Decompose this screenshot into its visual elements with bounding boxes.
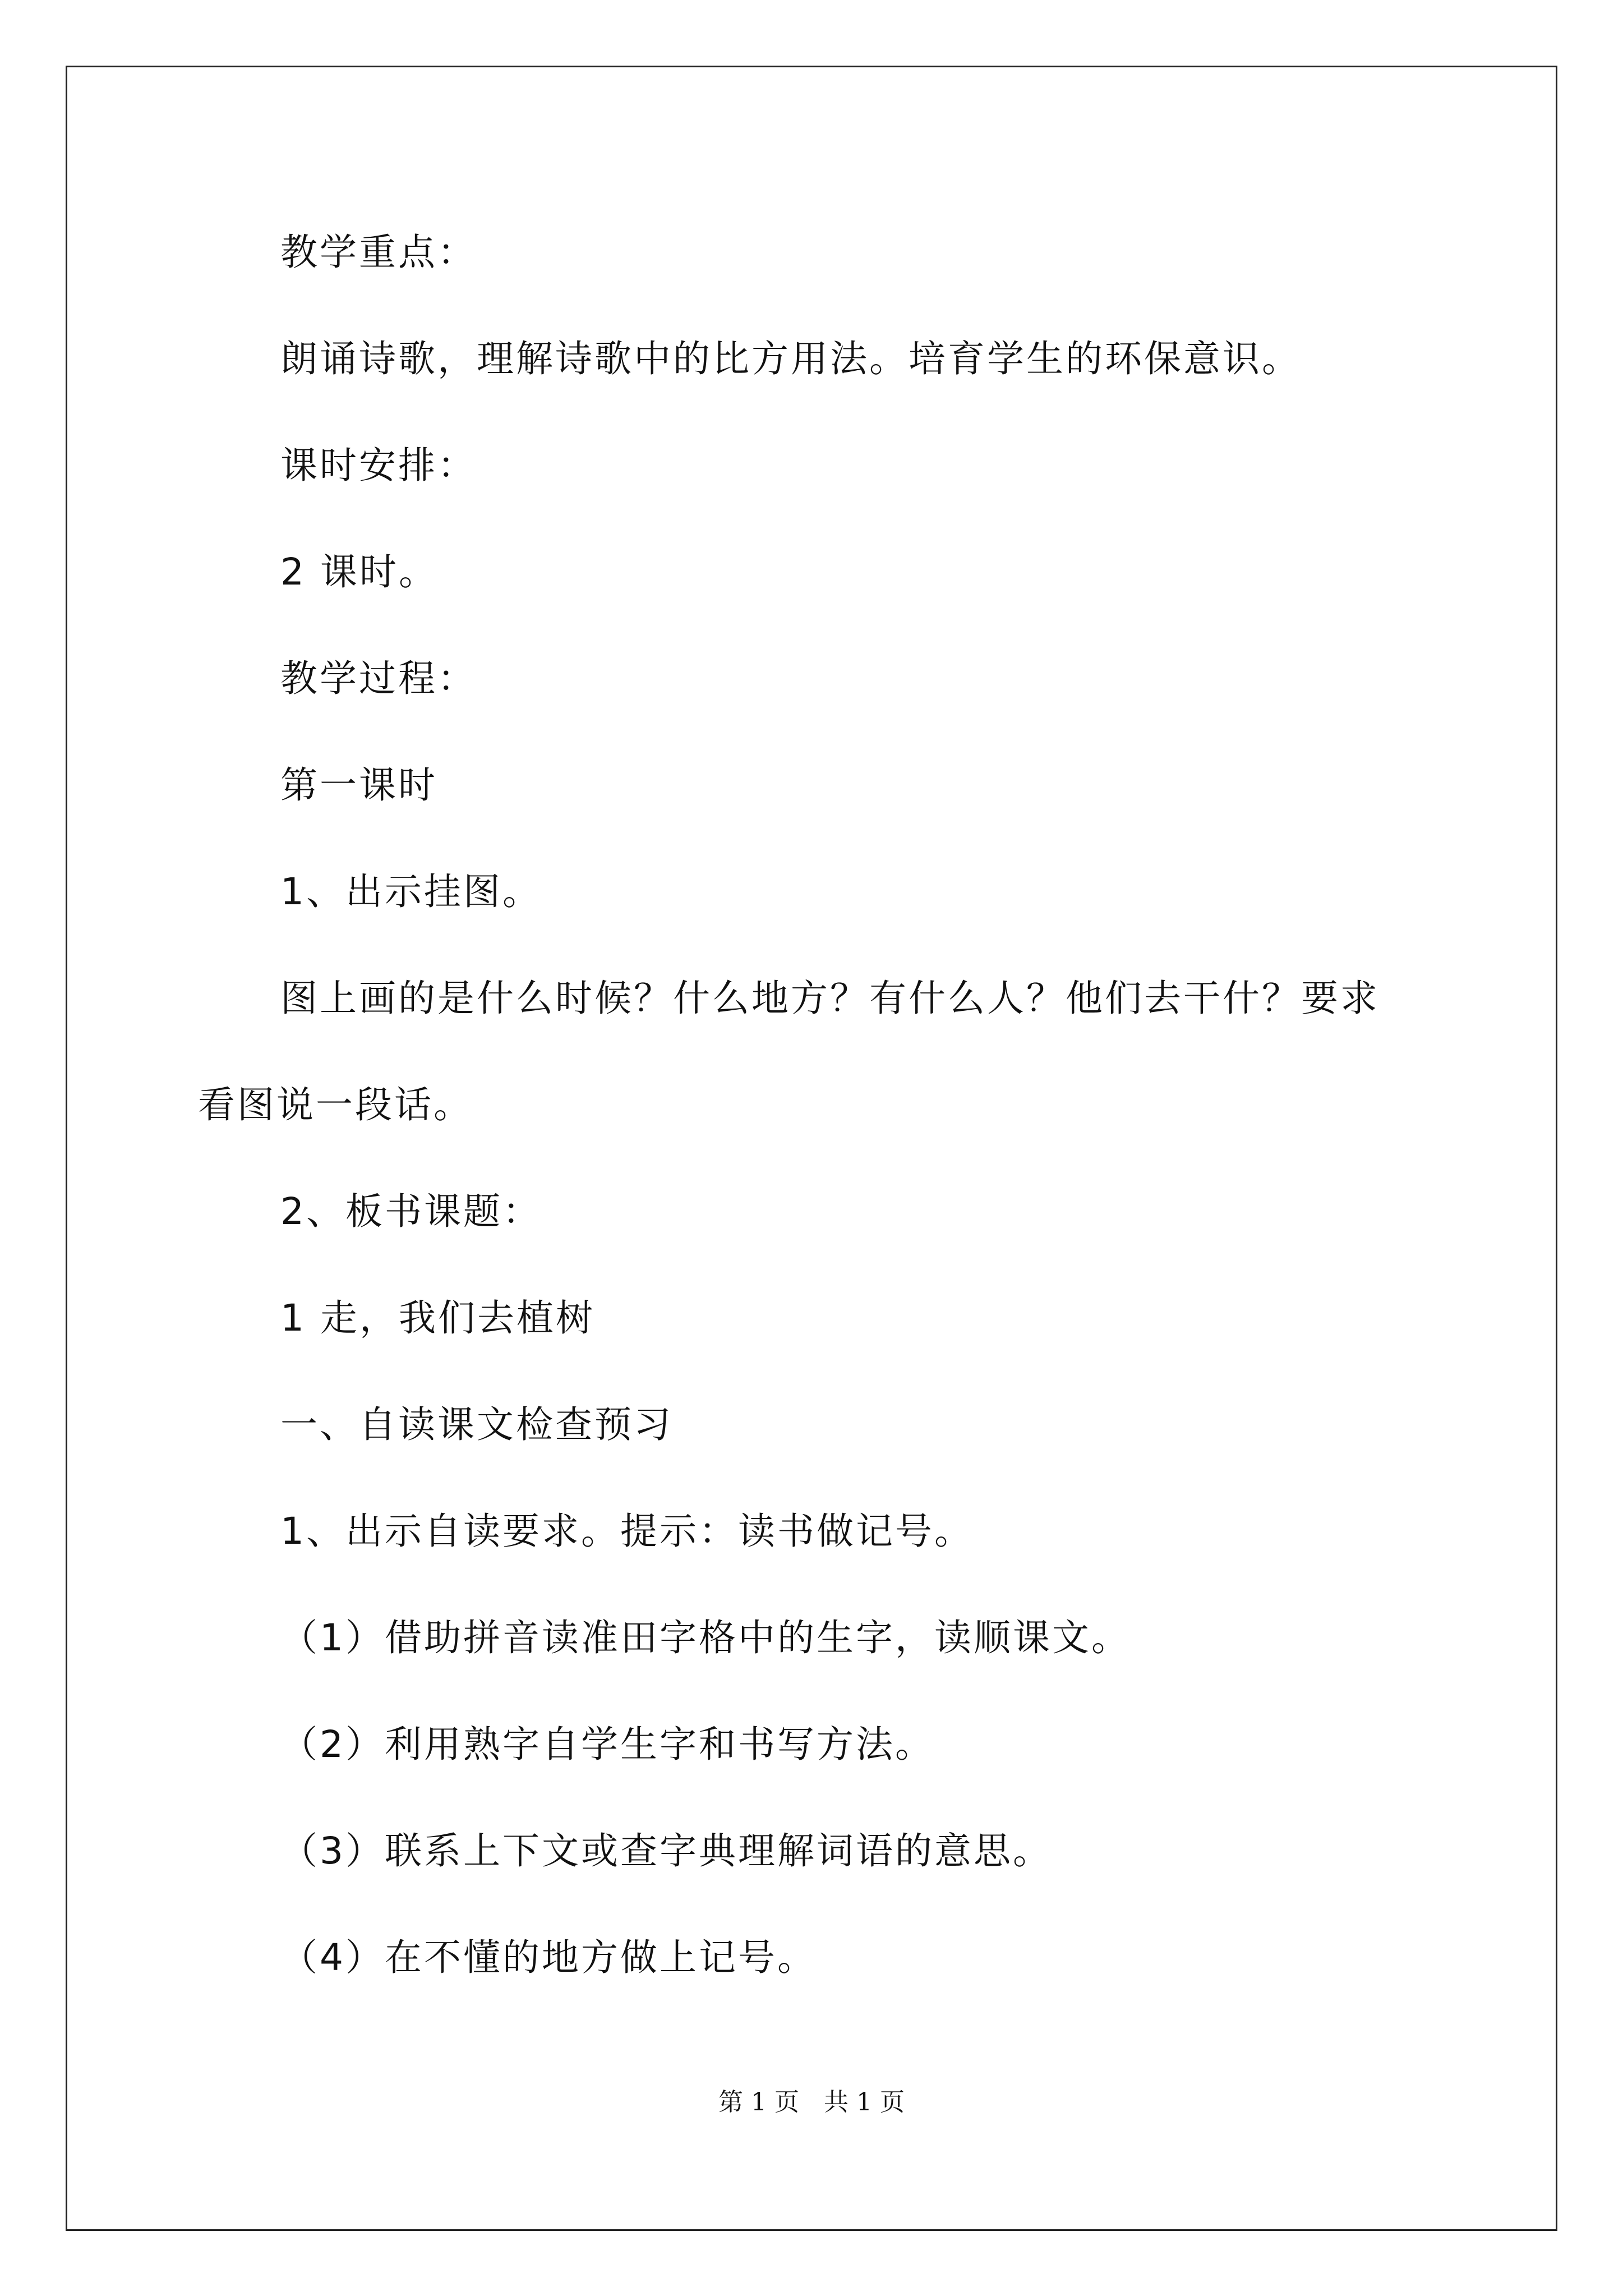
- list-item: 2、板书课题：: [280, 1190, 542, 1233]
- heading-first-lesson: 第一课时: [280, 763, 437, 807]
- paragraph-picture-questions: 图上画的是什么时候？什么地方？有什么人？他们去干什？要求: [280, 977, 1380, 1020]
- list-item: 1、出示自读要求。提示：读书做记号。: [280, 1510, 974, 1553]
- sub-list-item: （2）利用熟字自学生字和书写方法。: [280, 1723, 934, 1766]
- paragraph-schedule-content: 2 课时。: [280, 550, 438, 593]
- sub-list-item: （3）联系上下文或查字典理解词语的意思。: [280, 1829, 1052, 1872]
- paragraph-picture-questions-cont: 看图说一段话。: [198, 1083, 473, 1126]
- heading-schedule: 课时安排：: [280, 444, 477, 487]
- paragraph-focus-content: 朗诵诗歌，理解诗歌中的比方用法。培育学生的环保意识。: [280, 337, 1301, 380]
- page-number-label: 第 1 页 共 1 页: [718, 2088, 905, 2116]
- sub-list-item: （1）借助拼音读准田字格中的生字，读顺课文。: [280, 1616, 1131, 1659]
- heading-teaching-focus: 教学重点：: [280, 231, 477, 274]
- page-border: [66, 66, 1557, 2231]
- heading-process: 教学过程：: [280, 657, 477, 700]
- page-footer: [0, 2086, 1623, 2119]
- section-heading: 一、自读课文检查预习: [280, 1403, 673, 1446]
- lesson-title: 1 走，我们去植树: [280, 1296, 595, 1340]
- sub-list-item: （4）在不懂的地方做上记号。: [280, 1936, 817, 1979]
- list-item: 1、出示挂图。: [280, 870, 542, 913]
